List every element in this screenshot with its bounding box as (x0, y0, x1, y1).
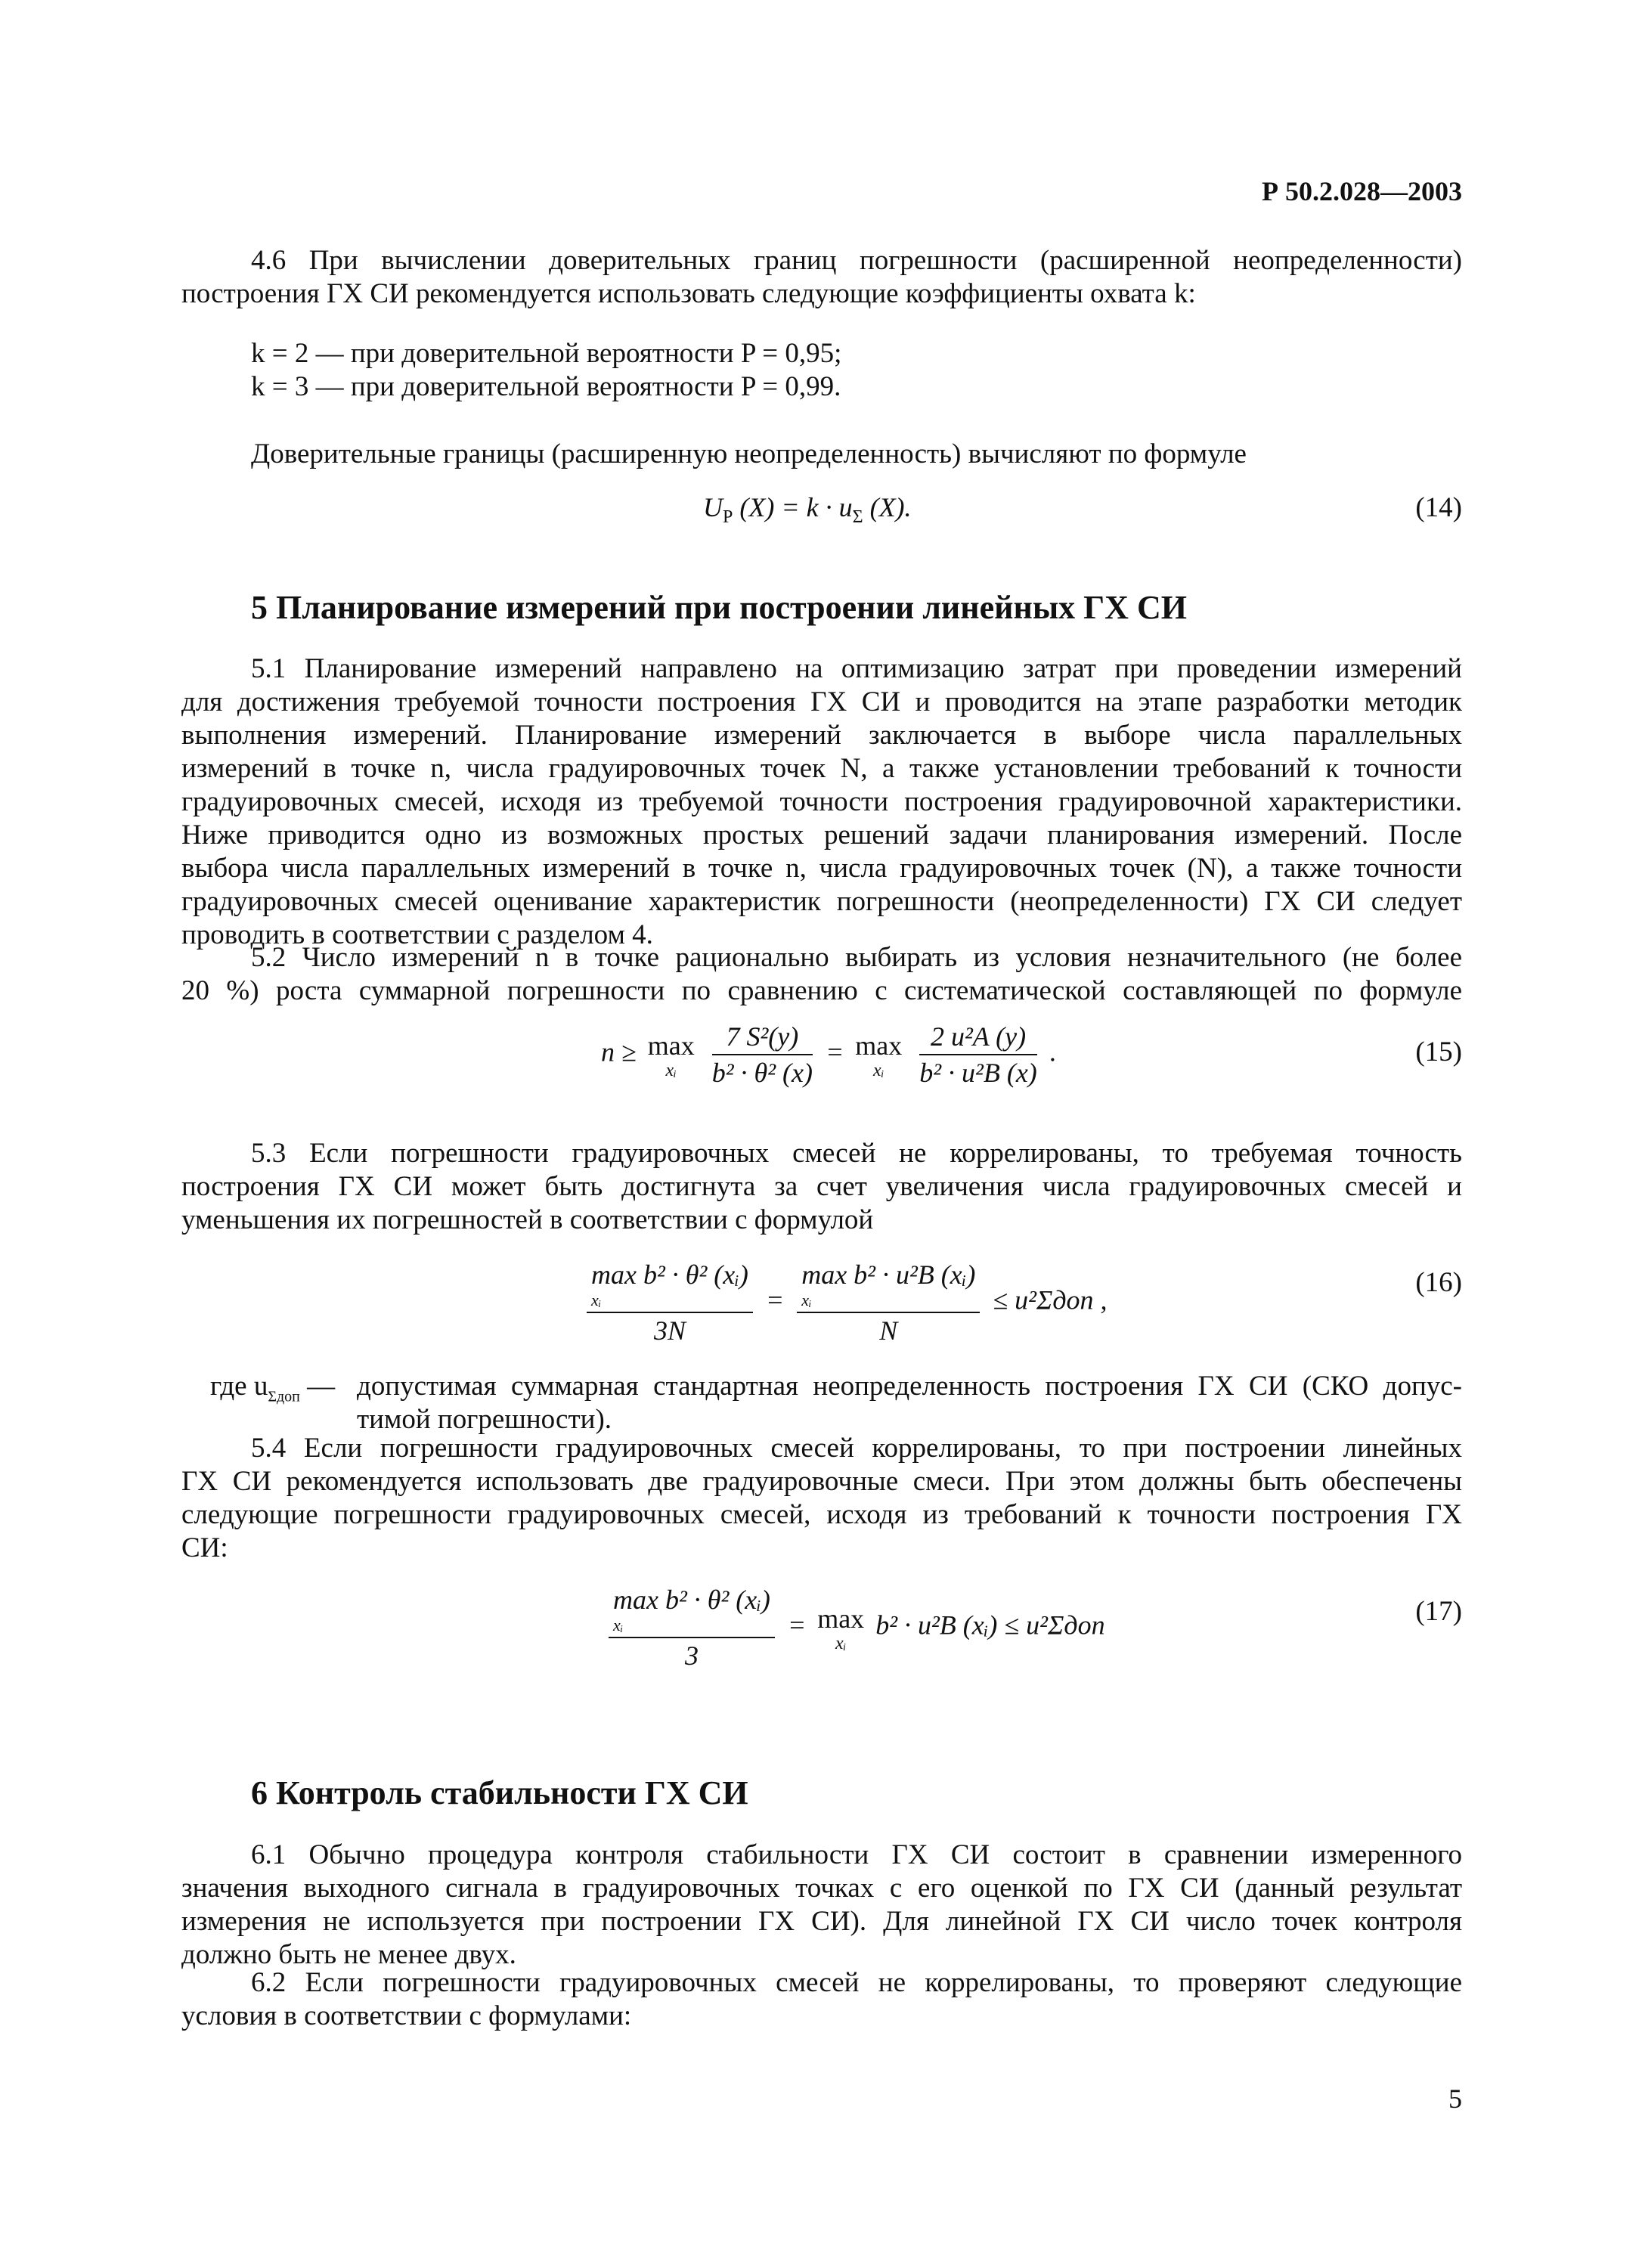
f-part: max (817, 1603, 865, 1634)
page-number: 5 (1448, 2084, 1462, 2114)
equation-number: (16) (1415, 1267, 1462, 1298)
paragraph-5-2 (181, 941, 1462, 1008)
text-line: градуировочных смесей оценивание характеристик погрешности (неопределенности) ГХ СИ следует (181, 886, 1462, 917)
formula-16 (581, 1259, 1108, 1346)
f-part: (X). (869, 492, 912, 522)
f-part: ≤ u²Σдоп , (993, 1284, 1108, 1315)
text-line: 5.1 Планирование измерений направлено на оптимизацию затрат при проведении измерений (251, 653, 1462, 684)
text-line: условия в соответствии с формулами: (181, 2000, 632, 2031)
paragraph-6-2 (181, 1966, 1462, 2033)
f-part: xᵢ (873, 1061, 885, 1080)
f-part: (X) = k · u (739, 492, 853, 522)
text-line: 6.2 Если погрешности градуировочных смесей не коррелированы, то проверяют следующие (251, 1967, 1462, 1998)
f-part (609, 1584, 775, 1638)
text-line: 5.3 Если погрешности градуировочных смесей не коррелированы, то требуемая точность (251, 1138, 1462, 1169)
document-code: Р 50.2.028—2003 (1262, 176, 1462, 206)
text-line: 5.2 Число измерений n в точке рационально выбирать из условия незначительного (не более (251, 942, 1462, 973)
f-part: max b² · θ² (xᵢ) (613, 1585, 770, 1615)
f-part (797, 1259, 980, 1313)
f-part: P (723, 507, 733, 528)
fraction (587, 1259, 753, 1346)
f-part: max b² · θ² (xᵢ) (591, 1259, 748, 1290)
text-line: допустимая суммарная стандартная неопределенность построения ГХ СИ (СКО допус- (357, 1371, 1462, 1402)
f-part: max (855, 1030, 903, 1061)
text-line: 6.1 Обычно процедура контроля стабильности ГХ СИ состоит в сравнении измеренного (251, 1839, 1462, 1870)
f-part: xᵢ (801, 1290, 812, 1309)
text-line: тимой погрешности). (357, 1404, 612, 1435)
equation-number: (14) (1415, 492, 1462, 523)
text-line: СИ: (181, 1532, 228, 1563)
where-label (210, 1370, 335, 1403)
section-heading-6: 6 Контроль стабильности ГХ СИ (251, 1774, 748, 1811)
text-line: выбора числа параллельных измерений в точке n, числа градуировочных точек (N), а также точности (181, 853, 1462, 884)
text-line: Ниже приводится одно из возможных простых решений задачи планирования измерений. После (181, 820, 1462, 850)
f-part: . (1049, 1036, 1057, 1067)
paragraph-5-4 (181, 1432, 1462, 1565)
formula-15 (601, 1021, 1057, 1089)
f-part: где u (210, 1371, 268, 1402)
paragraph-conf (181, 438, 1462, 471)
f-part: b² · θ² (x) (711, 1058, 813, 1088)
text-line: измерения не используется при построении ГХ СИ). Для линейной ГХ СИ число точек контроля (181, 1906, 1462, 1937)
text-line: 20 %) роста суммарной погрешности по сравнению с систематической составляющей по формуле (181, 975, 1462, 1006)
equation-number: (15) (1415, 1036, 1462, 1067)
f-part: b² · u²B (x) (919, 1058, 1037, 1088)
f-part: = (765, 1284, 785, 1315)
f-part: Σ (852, 507, 863, 528)
text-line: 4.6 При вычислении доверительных границ погрешности (расширенной неопределенности) (251, 245, 1462, 276)
f-part: xᵢ (835, 1634, 847, 1653)
f-part: 3N (653, 1315, 686, 1346)
f-part: 7 S²(y) (712, 1021, 813, 1055)
equation-number: (17) (1415, 1596, 1462, 1627)
max-operator (855, 1030, 902, 1080)
text-line: k = 3 — при доверительной вероятности P = 0,99. (251, 371, 841, 402)
text-line: построения ГХ СИ может быть достигнута за счет увеличения числа градуировочных смесей и (181, 1171, 1462, 1202)
fraction (609, 1584, 775, 1672)
paragraph-5-1 (181, 652, 1462, 952)
fraction (712, 1021, 813, 1089)
f-part: xᵢ (613, 1616, 624, 1634)
formula-14 (703, 491, 912, 528)
text-line: проводить в соответствии с разделом 4. (181, 919, 653, 950)
f-part: b² · u²B (xᵢ) ≤ u²Σдоп (875, 1610, 1105, 1641)
max-operator (817, 1603, 864, 1653)
f-part: 2 u²A (y) (919, 1021, 1037, 1055)
text-line: градуировочных смесей, исходя из требуемой точности построения градуировочной характеристики. (181, 786, 1462, 817)
f-part: xᵢ (591, 1290, 602, 1309)
text-line: 5.4 Если погрешности градуировочных смесей коррелированы, то при построении линейных (251, 1433, 1462, 1464)
paragraph-6-1 (181, 1839, 1462, 1972)
fraction (919, 1021, 1037, 1089)
f-part: = (825, 1036, 844, 1067)
f-part: U (703, 492, 723, 522)
text-line: ГХ СИ рекомендуется использовать две градуировочные смеси. При этом должны быть обеспечены (181, 1466, 1462, 1497)
max-operator (648, 1030, 695, 1080)
text-line: должно быть не менее двух. (181, 1939, 516, 1970)
text-line: для достижения требуемой точности построения ГХ СИ и проводится на этапе разработки методик (181, 686, 1462, 717)
f-part: 3 (684, 1641, 699, 1671)
text-line: k = 2 — при доверительной вероятности P = 0,95; (251, 338, 842, 369)
section-heading-5: 5 Планирование измерений при построении линейных ГХ СИ (251, 589, 1187, 626)
f-part: = (787, 1610, 807, 1641)
f-part: max b² · u²B (xᵢ) (801, 1259, 976, 1290)
text-line: Доверительные границы (расширенную неопределенность) вычисляют по формуле (251, 438, 1247, 469)
f-part: n ≥ (601, 1036, 637, 1067)
paragraph-4-6 (181, 244, 1462, 311)
text-line: выполнения измерений. Планирование измерений заключается в выборе числа параллельных (181, 720, 1462, 751)
f-part (587, 1259, 753, 1313)
text-line: уменьшения их погрешностей в соответствии с формулой (181, 1204, 874, 1235)
f-part: — (307, 1371, 336, 1402)
fraction (797, 1259, 980, 1346)
text-line: построения ГХ СИ рекомендуется использовать следующие коэффициенты охвата k: (181, 278, 1196, 309)
formula-17 (603, 1584, 1105, 1672)
text-line: следующие погрешности градуировочных смесей, исходя из требований к точности построения ГХ (181, 1499, 1462, 1530)
text-line: измерений в точке n, числа градуировочных точек N, а также установлении требований к точности (181, 753, 1462, 784)
where-definition (357, 1370, 1462, 1436)
paragraph-5-3 (181, 1137, 1462, 1237)
coverage-factors (181, 337, 1462, 404)
f-part: N (879, 1315, 898, 1346)
f-part: xᵢ (665, 1061, 677, 1080)
f-part: max (647, 1030, 695, 1061)
text-line: значения выходного сигнала в градуировочных точках с его оценкой по ГХ СИ (данный результат (181, 1873, 1462, 1904)
f-part: Σдоп (268, 1388, 300, 1405)
